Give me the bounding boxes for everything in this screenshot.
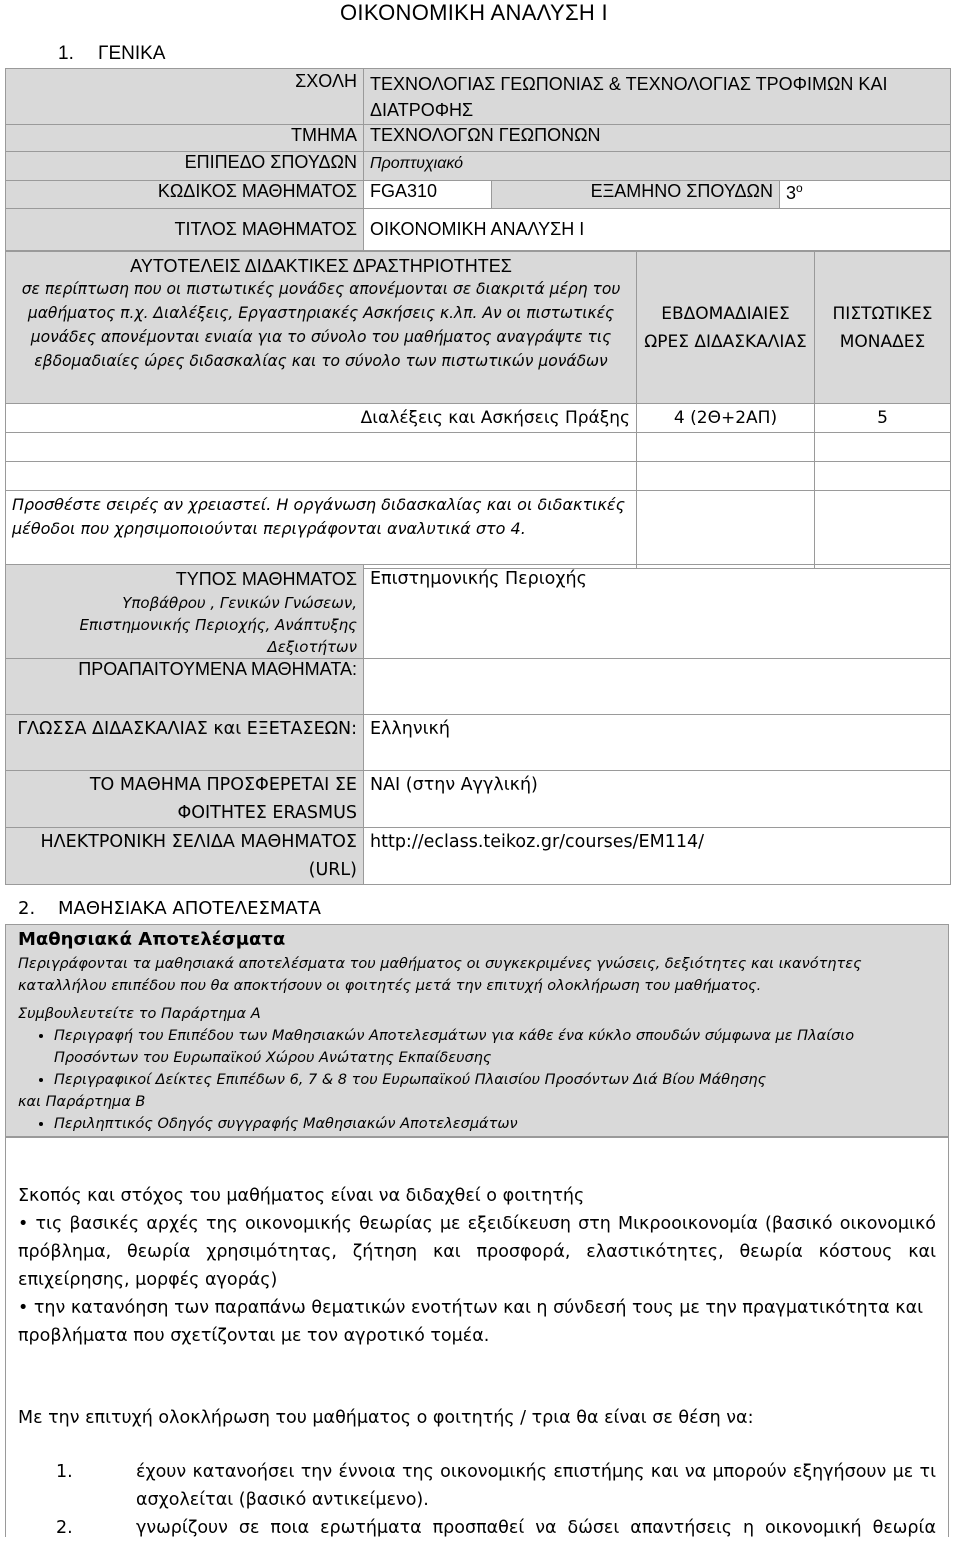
appendix-b-item: • Περιληπτικός Οδηγός συγγραφής Μαθησιακών Αποτελεσμάτων [54,1113,936,1135]
course-title-label: ΤΙΤΛΟΣ ΜΑΘΗΜΑΤΟΣ [6,209,364,251]
prerequisites-value [364,659,951,715]
semester-label: ΕΞΑΜΗΝΟ ΣΠΟΥΔΩΝ [492,181,780,209]
learning-outcomes-box [5,924,949,1137]
activity-hours: 4 (2Θ+2ΑΠ) [637,404,815,433]
outcome-text: γνωρίζουν σε ποια ερωτήματα προσπαθεί να δώσει απαντήσεις η οικονομική θεωρία [136,1518,936,1538]
section-1-number: 1. [58,43,74,64]
course-type-table [5,564,951,885]
general-info-table [5,68,951,251]
section-1-heading [58,43,165,65]
learning-outcomes-heading: Μαθησιακά Αποτελέσματα [18,929,286,950]
outcome-number: 2. [56,1518,73,1538]
outcome-number: 1. [56,1462,73,1482]
language-value: Ελληνική [364,715,951,771]
erasmus-value: ΝΑΙ (στην Αγγλική) [364,771,951,828]
document-title: ΟΙΚΟΝΟΜΙΚΗ ΑΝΑΛΥΣΗ Ι [340,0,608,25]
outcome-item [18,1458,936,1514]
empty-activity-row-1 [6,433,637,462]
activities-table [5,251,951,569]
department-value: ΤΕΧΝΟΛΟΓΩΝ ΓΕΩΠΟΝΩΝ [364,125,951,152]
school-label: ΣΧΟΛΗ [6,69,364,125]
level-value: Προπτυχιακό [364,152,951,181]
course-type-value: Επιστημονικής Περιοχής [364,565,951,659]
course-type-label-cell [6,565,364,659]
activity-credits: 5 [815,404,951,433]
language-label: ΓΛΩΣΣΑ ΔΙΔΑΣΚΑΛΙΑΣ και ΕΞΕΤΑΣΕΩΝ: [6,715,364,771]
department-label: ΤΜΗΜΑ [6,125,364,152]
section-2-number: 2. [18,898,36,919]
course-url-link[interactable]: http://eclass.teikoz.gr/courses/EM114/ [364,828,951,885]
learning-outcomes-description: Περιγράφονται τα μαθησιακά αποτελέσματα του μαθήματος οι συγκεκριμένες γνώσεις, δεξιότητες και ικανότητες καταλλήλου επιπέδου που θα αποκτήσουν οι φοιτητές μετά την επιτυχή ολοκλήρωση του μαθήματος. [18,956,862,994]
section-2-heading [18,898,321,919]
url-label: ΗΛΕΚΤΡΟΝΙΚΗ ΣΕΛΙΔΑ ΜΑΘΗΜΑΤΟΣ (URL) [6,828,364,885]
semester-superscript: ο [796,181,803,195]
aims-bullet-1: • τις βασικές αρχές της οικονομικής θεωρίας με εξειδίκευση στη Μικροοικονομία (βασικό οικονομικό πρόβλημα, θεωρία χρησιμότητας, ζήτηση και προσφορά, ελαστικότητες, θεωρία κόστους και επιχείρησης, μορφές αγοράς) [18,1214,936,1290]
section-1-title: ΓΕΝΙΚΑ [98,43,166,64]
level-label: ΕΠΙΠΕΔΟ ΣΠΟΥΔΩΝ [6,152,364,181]
semester-value: 3 [786,183,797,203]
section-2-title: ΜΑΘΗΣΙΑΚΑ ΑΠΟΤΕΛΕΣΜΑΤΑ [58,898,321,919]
course-type-sublabel: Υποβάθρου , Γενικών Γνώσεων, Επιστημονικής Περιοχής, Ανάπτυξης Δεξιοτήτων [79,594,357,656]
course-aims-box [5,1137,949,1537]
aims-bullet-2: • την κατανόηση των παραπάνω θεματικών ενοτήτων και η σύνδεσή τους με την πραγματικότητα και προβλήματα που σχετίζονται με τον αγροτικό τομέα. [18,1298,924,1346]
activity-name: Διαλέξεις και Ασκήσεις Πράξης [6,404,637,433]
appendix-a-list [18,1025,936,1091]
credits-header: ΠΙΣΤΩΤΙΚΕΣ ΜΟΝΑΔΕΣ [815,252,951,404]
outcome-item [18,1514,936,1542]
erasmus-label: ΤΟ ΜΑΘΗΜΑ ΠΡΟΣΦΕΡΕΤΑΙ ΣΕ ΦΟΙΤΗΤΕΣ ERASMUS [6,771,364,828]
semester-cell [780,181,951,209]
aims-intro: Σκοπός και στόχος του μαθήματος είναι να διδαχθεί ο φοιτητής [18,1186,585,1206]
prerequisites-label: ΠΡΟΑΠΑΙΤΟΥΜΕΝΑ ΜΑΘΗΜΑΤΑ: [6,659,364,715]
course-title-value: ΟΙΚΟΝΟΜΙΚΗ ΑΝΑΛΥΣΗ Ι [364,209,951,251]
weekly-hours-header: ΕΒΔΟΜΑΔΙΑΙΕΣ ΩΡΕΣ ΔΙΔΑΣΚΑΛΙΑΣ [637,252,815,404]
empty-activity-row-2 [6,462,637,491]
outcome-text: έχουν κατανοήσει την έννοια της οικονομικής επιστήμης και να μπορούν εξηγήσουν με τι ασχολείται (βασικό αντικείμενο). [136,1462,936,1510]
course-code-label: ΚΩΔΙΚΟΣ ΜΑΘΗΜΑΤΟΣ [6,181,364,209]
activities-header-cell [6,252,637,404]
course-code-value: FGA310 [364,181,492,209]
appendix-a-item: • Περιγραφή του Επιπέδου των Μαθησιακών Αποτελεσμάτων για κάθε ένα κύκλο σπουδών σύμφωνα με Πλαίσιο Προσόντων του Ευρωπαϊκού Χώρου Ανώτατης Εκπαίδευσης [54,1025,936,1069]
outcomes-list [18,1458,936,1542]
appendix-a-note: Συμβουλευτείτε το Παράρτημα Α [18,1006,261,1022]
completion-intro: Με την επιτυχή ολοκλήρωση του μαθήματος ο φοιτητής / τρια θα είναι σε θέση να: [18,1408,754,1428]
appendix-b-note: και Παράρτημα Β [18,1094,146,1110]
appendix-a-item: • Περιγραφικοί Δείκτες Επιπέδων 6, 7 & 8 του Ευρωπαϊκού Πλαισίου Προσόντων Διά Βίου Μάθησης [54,1069,936,1091]
activities-note: Προσθέστε σειρές αν χρειαστεί. Η οργάνωση διδασκαλίας και οι διδακτικές μέθοδοι που χρησιμοποιούνται περιγράφονται αναλυτικά στο 4. [6,491,637,569]
activities-instructions: σε περίπτωση που οι πιστωτικές μονάδες απονέμονται σε διακριτά μέρη του μαθήματος π.χ. Διαλέξεις, Εργαστηριακές Ασκήσεις κ.λπ. Αν οι πιστωτικές μονάδες απονέμονται ενιαία για το σύνολο του μαθήματος αναγράψτε τις εβδομαδιαίες ώρες διδασκαλίας και το σύνολο των πιστωτικών μονάδων [21,280,621,370]
school-value: ΤΕΧΝΟΛΟΓΙΑΣ ΓΕΩΠΟΝΙΑΣ & ΤΕΧΝΟΛΟΓΙΑΣ ΤΡΟΦΙΜΩΝ ΚΑΙ ΔΙΑΤΡΟΦΗΣ [364,69,951,125]
appendix-b-list [18,1113,936,1135]
activities-heading: ΑΥΤΟΤΕΛΕΙΣ ΔΙΔΑΚΤΙΚΕΣ ΔΡΑΣΤΗΡΙΟΤΗΤΕΣ [130,256,512,276]
course-type-label: ΤΥΠΟΣ ΜΑΘΗΜΑΤΟΣ [175,569,357,589]
